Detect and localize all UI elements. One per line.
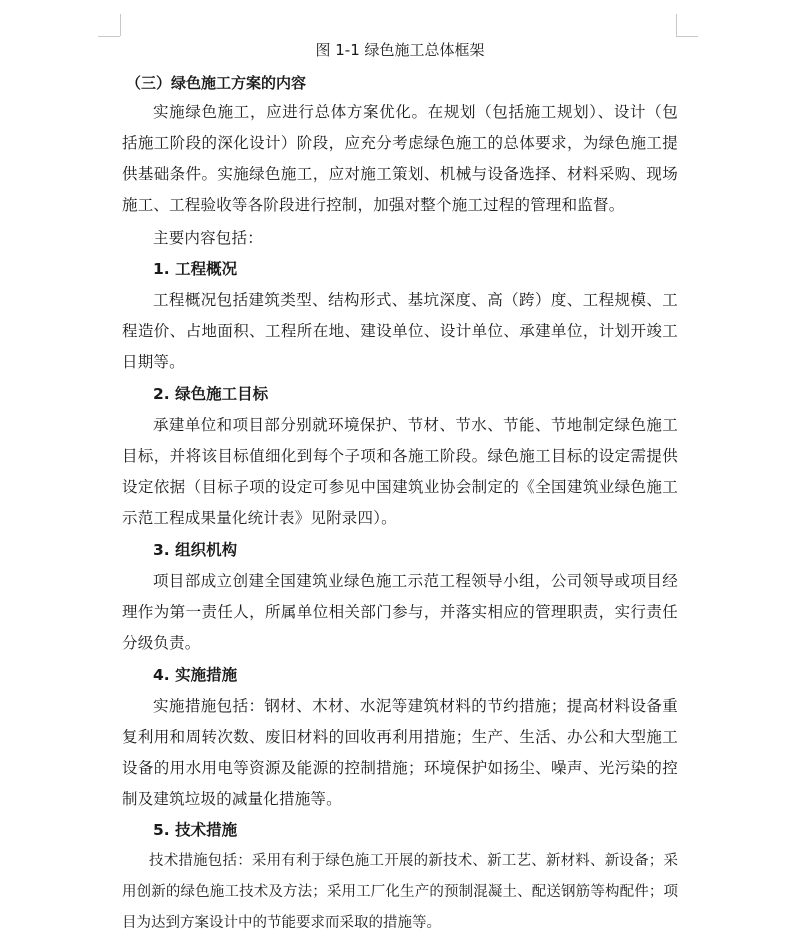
- item-heading-technical: 5. 技术措施: [153, 821, 238, 839]
- lead-in-text: 主要内容包括：: [153, 229, 263, 247]
- item-heading-overview: 1. 工程概况: [153, 260, 238, 278]
- intro-paragraph: 实施绿色施工，应进行总体方案优化。在规划（包括施工规划）、设计（包括施工阶段的深化设计）阶段，应充分考虑绿色施工的总体要求，为绿色施工提供基础条件。实施绿色施工，应对施工策划、机械与设备选择、材料采购、现场施工、工程验收等各阶段进行控制，加强对整个施工过程的管理和监督。: [122, 103, 678, 214]
- section-heading: （三）绿色施工方案的内容: [126, 74, 307, 92]
- item-text-organization: 项目部成立创建全国建筑业绿色施工示范工程领导小组，公司领导或项目经理作为第一责任人，所属单位相关部门参与，并落实相应的管理职责，实行责任分级负责。: [122, 572, 678, 652]
- item-text-goals: 承建单位和项目部分别就环境保护、节材、节水、节能、节地制定绿色施工目标，并将该目标值细化到每个子项和各施工阶段。绿色施工目标的设定需提供设定依据（目标子项的设定可参见中国建筑业协会制定的《全国建筑业绿色施工示范工程成果量化统计表》见附录四）。: [122, 416, 678, 527]
- item-heading-organization: 3. 组织机构: [153, 541, 238, 559]
- item-text-implementation: 实施措施包括：钢材、木材、水泥等建筑材料的节约措施；提高材料设备重复利用和周转次数、废旧材料的回收再利用措施；生产、生活、办公和大型施工设备的用水用电等资源及能源的控制措施；环境保护如扬尘、噪声、光污染的控制及建筑垃圾的减量化措施等。: [122, 697, 678, 808]
- item-text-technical: 技术措施包括：采用有利于绿色施工开展的新技术、新工艺、新材料、新设备；采用创新的绿色施工技术及方法；采用工厂化生产的预制混凝土、配送钢筋等构配件；项目为达到方案设计中的节能要求而采取的措施等。: [122, 853, 678, 931]
- item-heading-goals: 2. 绿色施工目标: [153, 385, 269, 403]
- figure-caption: 图 1-1 绿色施工总体框架: [315, 41, 485, 59]
- item-heading-implementation: 4. 实施措施: [153, 666, 238, 684]
- item-text-overview: 工程概况包括建筑类型、结构形式、基坑深度、高（跨）度、工程规模、工程造价、占地面积、工程所在地、建设单位、设计单位、承建单位，计划开竣工日期等。: [122, 291, 678, 371]
